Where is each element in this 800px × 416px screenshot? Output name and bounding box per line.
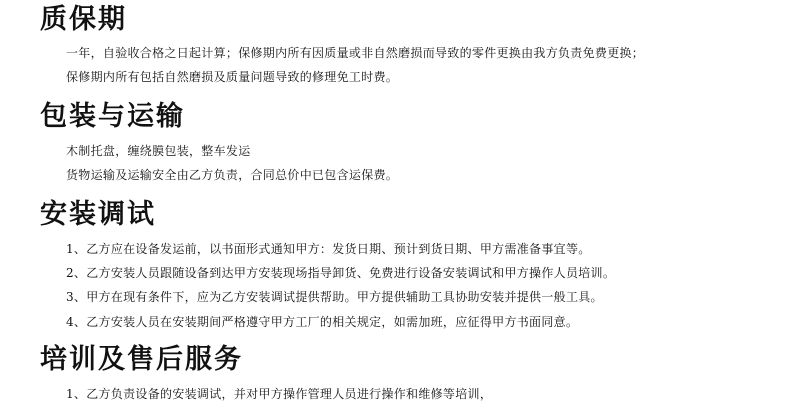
installation-line-3: 3、甲方在现有条件下，应为乙方安装调试提供帮助。甲方提供辅助工具协助安装并提供一般工具。 xyxy=(66,290,603,304)
training-line-1: 1、乙方负责设备的安装调试，并对甲方操作管理人员进行操作和维修等培训， xyxy=(66,387,493,401)
warranty-line-1: 一年，自验收合格之日起计算；保修期内所有因质量或非自然磨损而导致的零件更换由我方负责免费更换； xyxy=(66,46,645,60)
packaging-line-1: 木制托盘，缠绕膜包装，整车发运 xyxy=(66,144,251,158)
section-title-installation: 安装调试 xyxy=(40,199,156,230)
installation-line-2: 2、乙方安装人员跟随设备到达甲方安装现场指导卸货、免费进行设备安装调试和甲方操作人员培训。 xyxy=(66,266,616,280)
installation-line-1: 1、乙方应在设备发运前，以书面形式通知甲方：发货日期、预计到货日期、甲方需准备事宜等。 xyxy=(66,242,591,256)
section-title-warranty: 质保期 xyxy=(40,4,127,35)
section-title-training-service: 培训及售后服务 xyxy=(40,344,243,375)
warranty-line-2: 保修期内所有包括自然磨损及质量问题导致的修理免工时费。 xyxy=(66,70,399,84)
installation-line-4: 4、乙方安装人员在安装期间严格遵守甲方工厂的相关规定，如需加班，应征得甲方书面同意。 xyxy=(66,315,579,329)
packaging-line-2: 货物运输及运输安全由乙方负责，合同总价中已包含运保费。 xyxy=(66,168,399,182)
section-title-packaging: 包装与运输 xyxy=(40,101,185,132)
